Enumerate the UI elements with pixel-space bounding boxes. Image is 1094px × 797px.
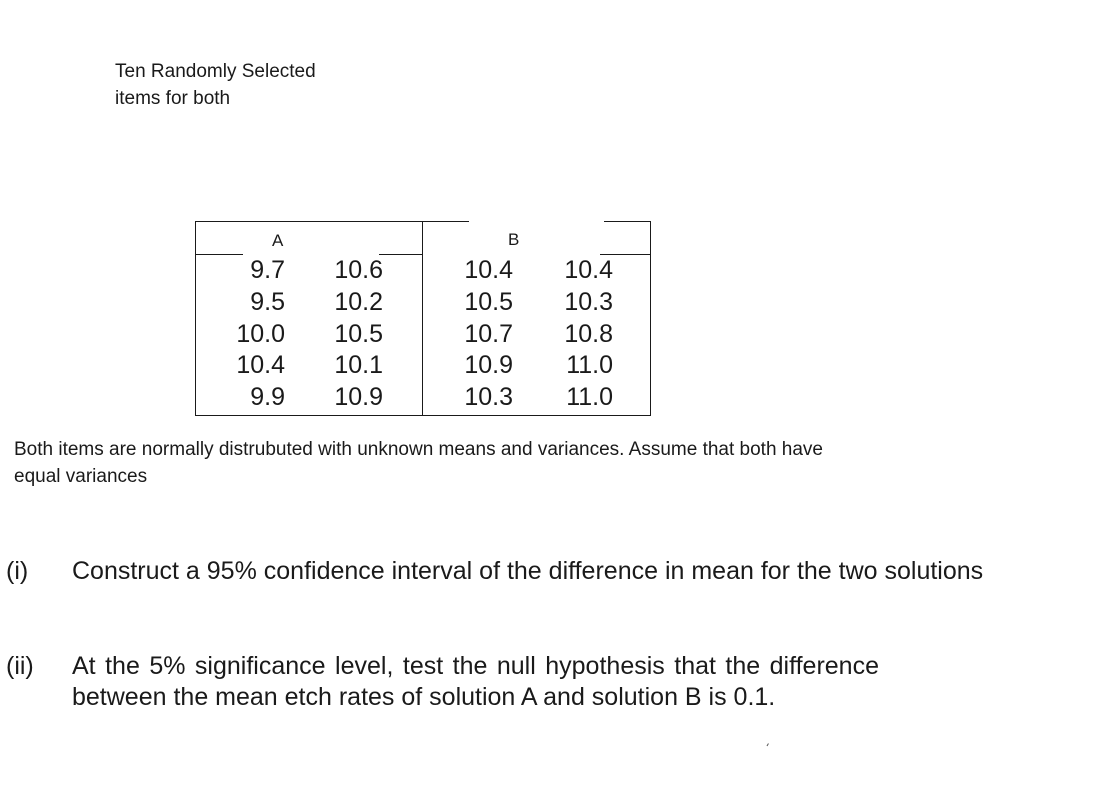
question-2-text: At the 5% significance level, test the null hypothesis that the difference between the mean etch rates of solution A and solution B is 0.1. bbox=[72, 652, 879, 711]
cell: 10.1 bbox=[334, 351, 383, 380]
table-top-border-b2 bbox=[604, 221, 651, 222]
cell: 11.0 bbox=[566, 351, 613, 380]
assumption-line-1: Both items are normally distrubuted with unknown means and variances. Assume that both have bbox=[14, 439, 823, 460]
cell: 10.0 bbox=[236, 319, 285, 348]
cell: 10.4 bbox=[464, 256, 513, 284]
table-left-border bbox=[195, 221, 196, 416]
column-b2 bbox=[553, 255, 613, 414]
question-1-text: Construct a 95% confidence interval of the difference in mean for the two solutions bbox=[72, 557, 984, 585]
cell: 10.5 bbox=[464, 287, 513, 316]
table-right-border bbox=[650, 221, 651, 416]
question-2-number: (ii) bbox=[6, 652, 34, 680]
cell: 9.5 bbox=[250, 287, 285, 316]
cell: 9.9 bbox=[250, 383, 285, 412]
intro-line-1: Ten Randomly Selected bbox=[115, 61, 316, 82]
column-b1 bbox=[453, 255, 513, 414]
intro-line-2: items for both bbox=[115, 88, 231, 109]
header-a: A bbox=[272, 231, 284, 250]
table-bottom-border bbox=[195, 415, 651, 416]
cell: 10.3 bbox=[464, 383, 513, 412]
cell: 10.4 bbox=[236, 351, 285, 380]
cell: 10.7 bbox=[464, 319, 513, 348]
cell: 9.7 bbox=[250, 256, 285, 284]
stray-mark bbox=[767, 743, 772, 748]
cell: 10.4 bbox=[564, 256, 613, 284]
cell: 10.8 bbox=[564, 319, 613, 348]
cell: 10.3 bbox=[564, 287, 613, 316]
table-top-border-a bbox=[195, 221, 423, 222]
intro-text bbox=[115, 58, 316, 112]
question-1-number: (i) bbox=[6, 557, 29, 585]
assumption-text bbox=[14, 436, 914, 490]
cell: 11.0 bbox=[566, 383, 613, 412]
header-underline-a2 bbox=[379, 254, 423, 255]
header-b: B bbox=[508, 230, 520, 249]
data-table bbox=[195, 221, 651, 416]
cell: 10.6 bbox=[334, 256, 383, 284]
cell: 10.2 bbox=[334, 287, 383, 316]
column-a2 bbox=[323, 255, 383, 414]
cell: 10.9 bbox=[334, 383, 383, 412]
cell: 10.5 bbox=[334, 319, 383, 348]
assumption-line-2: equal variances bbox=[14, 466, 148, 487]
column-a1 bbox=[225, 255, 285, 414]
table-top-border-b1 bbox=[422, 221, 469, 222]
cell: 10.9 bbox=[464, 351, 513, 380]
table-divider bbox=[422, 221, 423, 416]
